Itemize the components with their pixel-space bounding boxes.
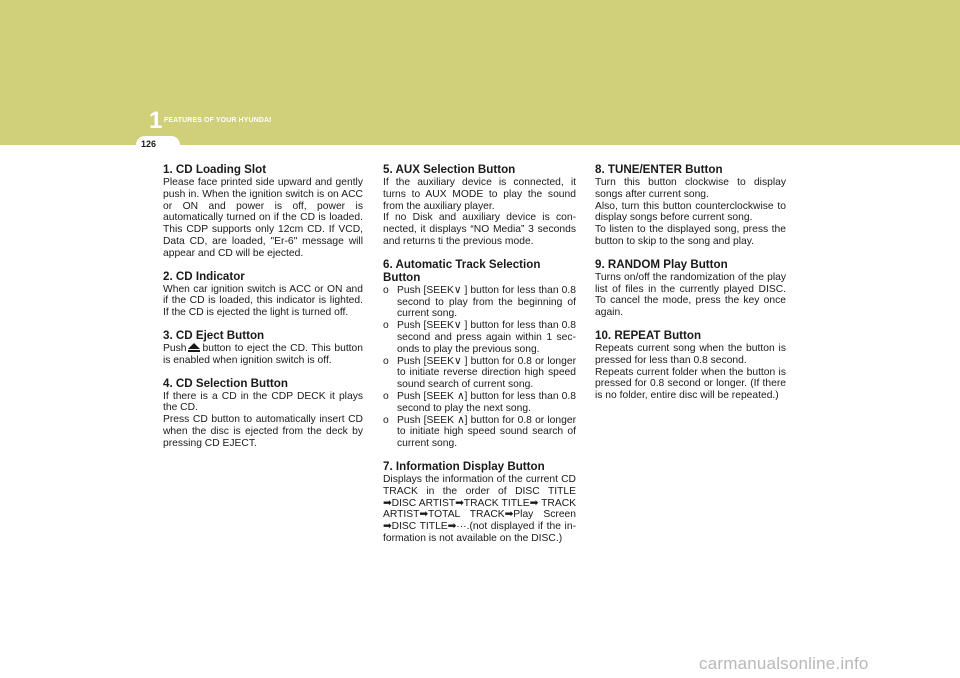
section-title: 8. TUNE/ENTER Button	[595, 163, 723, 176]
section-body: Turns on/off the randomization of the play list of files in the currently played DISC. To cancel the mode, press the key once again.	[595, 271, 786, 319]
chapter-number: 1	[149, 107, 163, 134]
list-item-text: Push [SEEK ∧] button for 0.8 or longer to initiate high speed sound search of current song.	[397, 414, 576, 450]
section-title: 5. AUX Selection Button	[383, 163, 516, 176]
section-body: When car ignition switch is ACC or ON and if the CD is loaded, this indicator is lighted. If the CD is ejected the light is turned off.	[163, 283, 363, 319]
column-right	[595, 163, 786, 412]
section-tune-enter-button	[595, 163, 786, 248]
list-item	[383, 356, 576, 391]
header-band	[0, 0, 960, 145]
section-title: 10. REPEAT Button	[595, 328, 702, 342]
list-item	[383, 285, 576, 320]
section-title: 7. Information Display Button	[383, 459, 545, 473]
section-title: 4. CD Selection Button	[163, 376, 288, 390]
list-item-text: Push [SEEK∨ ] button for less than 0.8 second and press again within 1 sec-onds to play the previous song.	[397, 320, 576, 355]
list-item	[383, 391, 576, 415]
section-body: If the auxiliary device is connected, it turns to AUX MODE to play the sound from the auxiliary player.	[383, 177, 576, 212]
body-text: button to eject the CD. This button is enabled when ignition switch is off.	[163, 342, 363, 366]
watermark: carmanualsonline.info	[699, 654, 869, 673]
column-left	[163, 163, 363, 460]
section-title: 1. CD Loading Slot	[163, 163, 267, 176]
bullet-mark: o	[383, 320, 389, 332]
bullet-mark: o	[383, 284, 389, 296]
list-item-text: Push [SEEK ∧] button for less than 0.8 second to play the next song.	[397, 390, 576, 414]
section-automatic-track-selection	[383, 258, 576, 450]
section-cd-indicator	[163, 270, 363, 319]
section-title: 9. RANDOM Play Button	[595, 257, 728, 271]
eject-icon	[188, 343, 200, 352]
list-item-text: Push [SEEK∨ ] button for less than 0.8 second to play from the beginning of current song.	[397, 284, 576, 320]
section-cd-eject-button	[163, 329, 363, 367]
section-body: Displays the information of the current CD TRACK in the order of DISC TITLE ➡DISC ARTIST➡TRACK TITLE➡ TRACK ARTIST➡TOTAL TRACK➡Play Screen ➡DISC TITLE➡···.(not displayed if the in-formation is not available on the DISC.)	[383, 473, 576, 544]
section-body: Repeats current folder when the button is pressed for 0.8 second or longer. (If there is no folder, entire disc will be repeated.)	[595, 366, 786, 402]
section-title: 6. Automatic Track Selection Button	[383, 257, 541, 284]
page-number: 126	[141, 139, 157, 149]
section-body: To listen to the displayed song, press the button to skip to the song and play.	[595, 224, 786, 247]
section-title: 2. CD Indicator	[163, 269, 245, 283]
bullet-mark: o	[383, 414, 389, 426]
section-aux-selection-button	[383, 163, 576, 248]
section-body: Please face printed side upward and gently push in. When the ignition switch is on ACC or ON and power is off, power is automatically turned on if the CD is loaded. This CDP supports only 12cm CD. If VCD, Data CD, are loaded, "Er-6" message will appear and CD will be ejected.	[163, 177, 363, 259]
section-body: Turn this button clockwise to display songs after current song.	[595, 177, 786, 200]
list-item	[383, 320, 576, 355]
list-item-text: Push [SEEK∨ ] button for 0.8 or longer to initiate reverse direction high speed sound search of current song.	[397, 355, 576, 391]
section-body: Press CD button to automatically insert CD when the disc is ejected from the deck by pressing CD EJECT.	[163, 414, 363, 449]
section-information-display-button	[383, 460, 576, 545]
section-body: If there is a CD in the CDP DECK it plays the CD.	[163, 390, 363, 414]
bullet-mark: o	[383, 390, 389, 402]
bullet-mark: o	[383, 355, 389, 367]
column-middle	[383, 163, 576, 555]
section-body: Repeats current song when the button is pressed for less than 0.8 second.	[595, 342, 786, 366]
section-random-play-button	[595, 258, 786, 319]
body-text: Push	[163, 342, 187, 354]
chapter-title: FEATURES OF YOUR HYUNDAI	[164, 117, 272, 124]
section-body	[163, 343, 363, 367]
list-item	[383, 415, 576, 450]
section-title: 3. CD Eject Button	[163, 328, 265, 342]
section-repeat-button	[595, 329, 786, 402]
section-body: Also, turn this button counterclockwise to display songs before current song.	[595, 200, 786, 224]
section-cd-loading-slot	[163, 163, 363, 260]
section-cd-selection-button	[163, 377, 363, 450]
section-body: If no Disk and auxiliary device is con-nected, it displays “NO Media” 3 seconds and returns ti the previous mode.	[383, 212, 576, 247]
